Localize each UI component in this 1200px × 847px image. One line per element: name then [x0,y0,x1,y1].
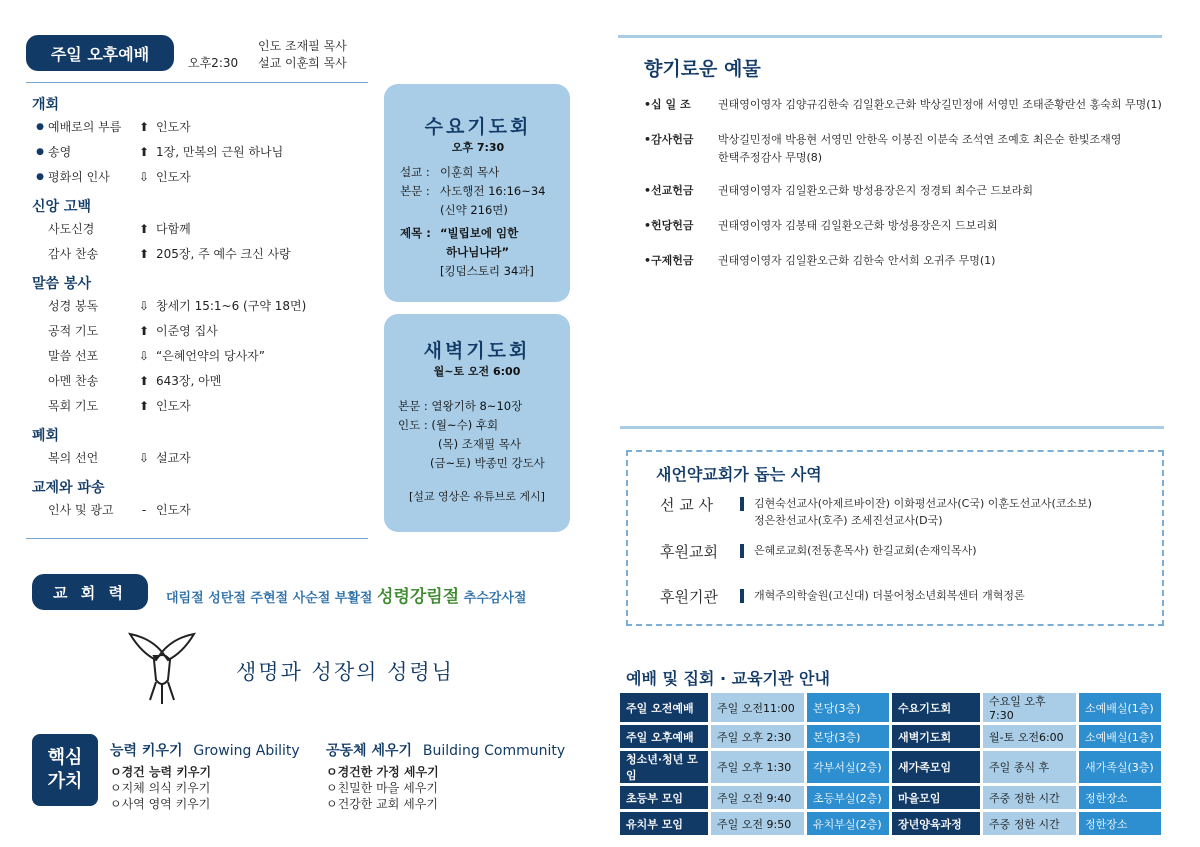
order-row [32,445,368,470]
order-value: 설교자 [156,451,191,465]
sit-arrow-icon: ⇩ [138,348,150,363]
afternoon-leader: 인도 조재필 목사 [258,39,347,53]
offering-row [644,96,1164,114]
afternoon-time: 오후2:30 [188,56,239,70]
mission-list [660,494,1160,607]
mission-top-rule [620,426,1164,429]
offering-names [718,252,1164,270]
order-item: 사도신경 [48,222,95,236]
schedule-cell: 주일 오후 1:30 [711,751,804,783]
schedule-cell: 마을모임 [892,786,980,809]
order-row [32,393,368,418]
wednesday-topic-3: [킹덤스토리 34과] [440,264,534,278]
offering-names-line: 한택주정감사 무명(8) [718,151,823,164]
wednesday-time: 오후 7:30 [451,141,505,154]
schedule-row [620,725,1161,748]
order-value: “은혜언약의 당사자” [156,349,265,363]
core-col1-line: ㅇ경건 능력 키우기 [110,765,212,779]
wednesday-text-page: (신약 216면) [440,203,508,217]
schedule-cell: 초등부 모임 [620,786,708,809]
core-col1-title: 능력 키우기 [110,743,183,759]
mission-bar [740,544,744,558]
offering-row [644,252,1164,270]
dove-icon [126,628,198,708]
dawn-note: [설교 영상은 유튜브로 게시] [409,490,545,503]
mission-row [660,586,1160,607]
order-item: 성경 봉독 [48,299,99,313]
schedule-title: 예배 및 집회 · 교육기관 안내 [626,669,830,688]
schedule-cell: 새가족실(3층) [1079,751,1161,783]
order-item: 아멘 찬송 [48,374,99,388]
bullet-icon: ● [36,121,44,132]
order-row [32,241,368,266]
afternoon-divider [26,82,368,83]
order-value: 205장, 주 예수 크신 사랑 [156,247,291,261]
schedule-cell: 장년양육과정 [892,812,980,835]
schedule-cell: 정한장소 [1079,812,1161,835]
order-row [32,318,368,343]
mission-category: 후원교회 [660,543,718,561]
wednesday-preacher: 이훈희 목사 [440,165,500,179]
wednesday-box [384,84,570,302]
order-row [32,497,368,522]
slogan: 생명과 성장의 성령님 [236,660,454,684]
calendar-after: 추수감사절 [463,591,527,606]
calendar-label: 교 회 력 [53,583,127,602]
order-item: 감사 찬송 [48,247,99,261]
dawn-lead-1: 인도 : (월~수) 후회 [398,418,499,432]
order-item: 인사 및 광고 [48,503,114,517]
mission-names [754,541,977,559]
schedule-cell: 새벽기도회 [892,725,980,748]
dawn-box [384,314,570,532]
offering-names-line: 권태영이영자 김봉태 김일환오근화 방성용장은지 드보리회 [718,219,998,232]
mission-names-line: 정은찬선교사(호주) 조세진선교사(D국) [754,514,943,527]
schedule-cell: 수요일 오후7:30 [983,693,1076,722]
dawn-lead-3: (금~토) 박종민 강도사 [430,456,545,470]
core-col-community [326,740,565,812]
mission-names-line: 김현숙선교사(아제르바이잔) 이화평선교사(C국) 이훈도선교사(코소보) [754,497,1092,510]
schedule-cell: 본당(3층) [807,725,889,748]
bullet-icon: ● [36,171,44,182]
schedule-row [620,812,1161,835]
wednesday-text-key: 본문 : [400,184,430,198]
mission-names [754,494,1092,529]
offerings-top-rule [618,35,1162,38]
order-value: 643장, 아멘 [156,374,222,388]
schedule-cell: 주일 오후 2:30 [711,725,804,748]
sit-arrow-icon: ⇩ [138,298,150,313]
calendar-pill [32,574,148,610]
core-col2-line: ㅇ경건한 가정 세우기 [326,765,439,779]
schedule-cell: 각부서실(2층) [807,751,889,783]
order-section-title: 신앙 고백 [32,199,91,215]
order-item: 평화의 인사 [48,170,110,184]
order-row [32,343,368,368]
mission-category: 선 교 사 [660,496,714,514]
order-row [32,368,368,393]
bullet-icon: ● [36,146,44,157]
mission-row [660,541,1160,562]
offering-names-line: 권태영이영자 김양규김한숙 김일환오근화 박상길민정애 서영민 조태준황란선 홍숙희 무명(1) [718,98,1162,111]
schedule-cell: 청소년·청년 모임 [620,751,708,783]
sit-arrow-icon: ⇩ [138,450,150,465]
core-col2-en: Building Community [422,743,566,759]
stand-arrow-icon: ⬆ [138,323,150,338]
stand-arrow-icon: ⬆ [138,144,150,159]
order-item: 예배로의 부름 [48,120,122,134]
schedule-row [620,751,1161,783]
schedule-table-wrap [617,690,1164,838]
wednesday-title: 수요기도회 [424,116,532,138]
order-item: 목회 기도 [48,399,99,413]
offering-names-line: 박상길민정애 박용현 서영민 안한옥 이봉진 이분숙 조석연 조예호 최은순 한빛조재영 [718,133,1122,146]
stand-arrow-icon: ⬆ [138,119,150,134]
wednesday-topic-2: 하나님나라” [446,245,510,259]
order-row [32,293,368,318]
order-bottom-divider [26,538,368,539]
offering-row [644,217,1164,235]
order-row [32,216,368,241]
schedule-cell: 본당(3층) [807,693,889,722]
offerings-title: 향기로운 예물 [644,58,761,80]
schedule-cell: 주중 정한 시간 [983,812,1076,835]
afternoon-preacher: 설교 이훈희 목사 [258,56,347,70]
offering-row [644,131,1164,167]
order-value: 다함께 [156,222,191,236]
schedule-table [617,690,1164,838]
mission-category: 후원기관 [660,588,718,606]
mission-names [754,586,1025,604]
schedule-cell: 주일 종식 후 [983,751,1076,783]
mission-bar [740,497,744,511]
offerings-list [644,96,1164,287]
core-col2-line: ㅇ건강한 교회 세우기 [326,797,438,811]
wednesday-topic: “빌립보에 임한 [440,226,519,240]
dawn-text: 본문 : 열왕기하 8~10장 [398,399,523,413]
core-col2-title: 공동체 세우기 [326,743,413,759]
order-value: 인도자 [156,170,191,184]
offering-type: •선교헌금 [644,184,694,197]
mission-names-line: 개혁주의학술원(고신대) 더불어청소년회복센터 개혁정론 [754,589,1025,602]
schedule-cell: 주일 오전11:00 [711,693,804,722]
core-col1-en: Growing Ability [193,743,300,759]
dawn-title: 새벽기도회 [423,340,531,362]
mission-row [660,494,1160,529]
schedule-cell: 월-토 오전6:00 [983,725,1076,748]
order-value: 인도자 [156,503,191,517]
offering-names-line: 권태영이영자 김일환오근화 방성용장은지 정경퇴 최수근 드보라회 [718,184,1034,197]
order-value: 인도자 [156,120,191,134]
order-item: 공적 기도 [48,324,99,338]
schedule-cell: 수요기도회 [892,693,980,722]
order-item: 송영 [48,145,72,159]
schedule-row [620,693,1161,722]
order-row [32,114,368,139]
afternoon-title-pill [26,35,174,71]
stand-arrow-icon: ⬆ [138,398,150,413]
offering-type: •구제헌금 [644,254,694,267]
stand-arrow-icon: ⬆ [138,221,150,236]
order-section-title: 개회 [32,97,60,113]
mission-names-line: 은혜로교회(전동훈목사) 한길교회(손재익목사) [754,544,977,557]
order-section-title: 교제와 파송 [32,480,105,496]
offering-names [718,131,1164,167]
schedule-cell: 주일 오전 9:40 [711,786,804,809]
wednesday-topic-key: 제목 : [400,226,431,240]
stand-arrow-icon: ⬆ [138,246,150,261]
core-col1-line: ㅇ지체 의식 키우기 [110,781,211,795]
schedule-cell: 초등부실(2층) [807,786,889,809]
wednesday-text: 사도행전 16:16~34 [440,184,546,198]
order-value: 인도자 [156,399,191,413]
dawn-lead-2: (목) 조재필 목사 [438,437,521,451]
afternoon-title: 주일 오후예배 [50,44,150,64]
schedule-row [620,786,1161,809]
schedule-cell: 유치부실(2층) [807,812,889,835]
order-item: 복의 선언 [48,451,99,465]
calendar-seasons [166,582,526,607]
schedule-cell: 새가족모임 [892,751,980,783]
order-value: 이준영 집사 [156,324,218,338]
order-row [32,164,368,189]
stand-arrow-icon: ⬆ [138,373,150,388]
offering-names [718,182,1164,200]
schedule-cell: 주일 오후예배 [620,725,708,748]
schedule-cell: 소예배실(1층) [1079,693,1161,722]
core-values-pill [32,734,98,806]
order-item: 말씀 선포 [48,349,99,363]
worship-order [32,94,368,522]
schedule-cell: 유치부 모임 [620,812,708,835]
schedule-cell: 주일 오전예배 [620,693,708,722]
offering-names [718,217,1164,235]
core-label-2: 가치 [47,771,83,792]
mission-bar [740,589,744,603]
schedule-cell: 정한장소 [1079,786,1161,809]
core-col1-line: ㅇ사역 영역 키우기 [110,797,211,811]
offering-row [644,182,1164,200]
mission-title: 새언약교회가 돕는 사역 [656,465,822,484]
wednesday-preacher-key: 설교 : [400,165,430,179]
order-row [32,139,368,164]
core-col2-line: ㅇ친밀한 마을 세우기 [326,781,438,795]
dash-mark: - [141,502,147,517]
offering-type: •십 일 조 [644,98,691,111]
order-value: 1장, 만복의 근원 하나님 [156,145,284,159]
calendar-current: 성령강림절 [377,587,460,607]
schedule-cell: 소예배실(1층) [1079,725,1161,748]
schedule-cell: 주중 정한 시간 [983,786,1076,809]
order-section-title: 말씀 봉사 [32,276,91,292]
core-col-ability [110,740,300,812]
schedule-cell: 주일 오전 9:50 [711,812,804,835]
dawn-time: 월~토 오전 6:00 [433,365,521,378]
offering-names-line: 권태영이영자 김일환오근화 김한숙 안서희 오귀주 무명(1) [718,254,996,267]
sit-arrow-icon: ⇩ [138,169,150,184]
offering-names [718,96,1164,114]
order-section-title: 폐회 [32,428,60,444]
offering-type: •감사헌금 [644,133,694,146]
offering-type: •헌당헌금 [644,219,694,232]
core-label-1: 핵심 [47,747,83,768]
calendar-past: 대림절 성탄절 주현절 사순절 부활절 [166,591,373,606]
order-value: 창세기 15:1~6 (구약 18면) [156,299,307,313]
